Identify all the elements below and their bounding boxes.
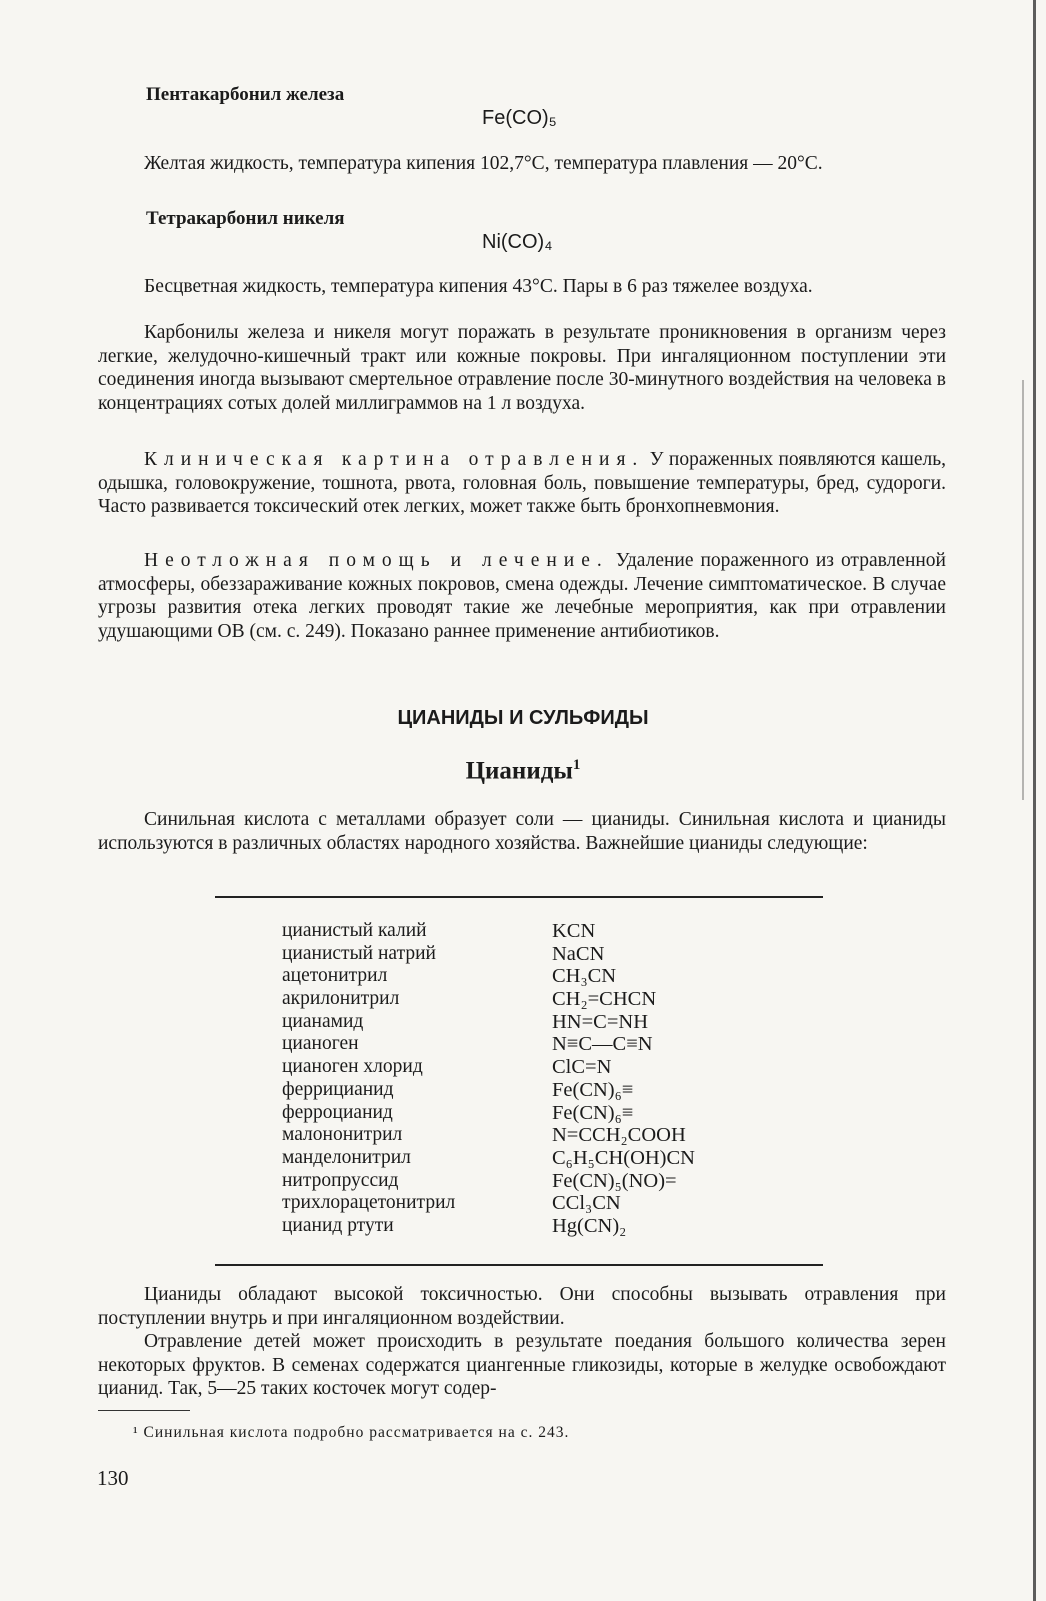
cyanide-name: ферроцианид — [282, 1101, 393, 1123]
cyanide-name: цианоген хлорид — [282, 1056, 423, 1078]
cyanide-name: ацетонитрил — [282, 965, 388, 987]
page-edge-shadow — [1033, 0, 1036, 1601]
cyanide-name: феррицианид — [282, 1078, 394, 1100]
cyanide-formula: CH₃CN — [552, 965, 617, 988]
ni-carbonyl-formula: Ni(CO)₄ — [482, 231, 553, 253]
table-row — [282, 1192, 742, 1215]
footnote-rule — [98, 1410, 190, 1411]
fe-carbonyl-description: Желтая жидкость, температура кипения 102,7°C, температура плавления — 20°C. — [144, 153, 823, 174]
cyanide-name: акрилонитрил — [282, 988, 400, 1010]
cyanide-name: трихлорацетонитрил — [282, 1192, 456, 1214]
table-row — [282, 1170, 742, 1193]
cyanide-formula: NaCN — [552, 942, 605, 965]
fe-carbonyl-formula: Fe(CO)₅ — [482, 107, 557, 129]
table-top-rule — [215, 896, 823, 898]
cyanide-formula: C₆H₅CH(OH)CN — [552, 1146, 695, 1169]
table-bottom-rule — [215, 1264, 823, 1266]
footnote-reference: 1 — [572, 757, 581, 773]
cyanide-name: манделонитрил — [282, 1146, 411, 1168]
footnote-mark: ¹ — [133, 1424, 139, 1441]
table-row — [282, 943, 742, 966]
cyanide-formula: CH₂=CHCN — [552, 988, 657, 1011]
table-row — [282, 1124, 742, 1147]
cyanide-name: цианистый натрий — [282, 942, 436, 964]
table-row — [282, 1079, 742, 1102]
cyanide-formula: Fe(CN)₆≡ — [552, 1101, 634, 1124]
emergency-aid-paragraph — [98, 549, 946, 643]
cyanide-formula: ClC=N — [552, 1056, 612, 1079]
emergency-aid-text: Удаление пораженного из отравленной атмосферы, обеззараживание кожных покровов, смена одежды. Лечение симптоматическое. В случае угрозы развития отека легких проводят такие же лечебные мероприятия, как при отравлении удушающими ОВ (см. с. 249). Показано раннее применение антибиотиков. — [98, 550, 946, 642]
subsection-title — [0, 757, 1046, 785]
cyanide-name: цианистый калий — [282, 920, 427, 941]
clinical-picture-lead: Клиническая картина отравления. — [144, 449, 645, 470]
footnote-text: Синильная кислота подробно рассматривается на с. 243. — [143, 1424, 570, 1441]
cyanide-table — [282, 920, 742, 1238]
cyanide-formula: CCl₃CN — [552, 1192, 621, 1215]
carbonyls-paragraph: Карбонилы железа и никеля могут поражать в результате проникновения в организм через легкие, желудочно-кишечный тракт или кожные покровы. При ингаляционном поступлении эти соединения иногда вызывают смертельное отравление после 30-минутного воздействия на человека в концентрациях сотых долей миллиграммов на 1 л воздуха. — [98, 322, 946, 414]
cyanide-formula: Hg(CN)₂ — [552, 1214, 627, 1237]
children-poisoning-paragraph: Отравление детей может происходить в результате поедания большого количества зерен некоторых фруктов. В семенах содержатся циангенные гликозиды, которые в желудке освобождают цианид. Так, 5—25 таких косточек могут содер- — [98, 1331, 946, 1399]
page-number: 130 — [97, 1466, 129, 1490]
table-row — [282, 1147, 742, 1170]
cyanides-intro-paragraph: Синильная кислота с металлами образует соли — цианиды. Синильная кислота и цианиды используются в различных областях народного хозяйства. Важнейшие цианиды следующие: — [98, 809, 946, 854]
table-row — [282, 1102, 742, 1125]
cyanide-formula: N=CCH₂COOH — [552, 1124, 686, 1147]
emergency-aid-lead: Неотложная помощь и лечение. — [144, 550, 609, 571]
table-row — [282, 1033, 742, 1056]
cyanide-name: цианоген — [282, 1033, 359, 1055]
cyanide-name: цианид ртути — [282, 1214, 394, 1236]
cyanide-name: цианамид — [282, 1010, 364, 1032]
table-row — [282, 1215, 742, 1238]
table-row — [282, 965, 742, 988]
cyanide-formula: N≡C—C≡N — [552, 1033, 653, 1056]
footnote — [133, 1424, 569, 1442]
clinical-picture-paragraph — [98, 448, 946, 519]
cyanide-name: нитропруссид — [282, 1169, 399, 1191]
fe-carbonyl-heading: Пентакарбонил железа — [146, 84, 345, 105]
clinical-picture-text: У пораженных появляются кашель, одышка, головокружение, тошнота, рвота, головная боль, повышение температуры, бред, судороги. Часто развивается токсический отек легких, может также быть бронхопневмония. — [98, 449, 946, 517]
cyanide-formula: HN=C=NH — [552, 1010, 649, 1033]
page-edge-shadow-inner — [1022, 380, 1024, 800]
cyanide-formula: Fe(CN)₅(NO)= — [552, 1169, 677, 1192]
table-row — [282, 1011, 742, 1034]
subsection-title-text: Цианиды — [465, 757, 573, 785]
table-row — [282, 920, 742, 943]
ni-carbonyl-heading: Тетракарбонил никеля — [146, 208, 345, 229]
toxicity-paragraph: Цианиды обладают высокой токсичностью. Они способны вызывать отравления при поступлении внутрь и при ингаляционном воздействии. — [98, 1284, 946, 1329]
table-row — [282, 1056, 742, 1079]
table-row — [282, 988, 742, 1011]
cyanide-formula: Fe(CN)₆≡ — [552, 1078, 634, 1101]
cyanide-formula: KCN — [552, 920, 596, 942]
section-title: ЦИАНИДЫ И СУЛЬФИДЫ — [397, 707, 649, 729]
ni-carbonyl-description: Бесцветная жидкость, температура кипения 43°C. Пары в 6 раз тяжелее воздуха. — [144, 276, 813, 297]
cyanide-name: малононитрил — [282, 1124, 403, 1146]
